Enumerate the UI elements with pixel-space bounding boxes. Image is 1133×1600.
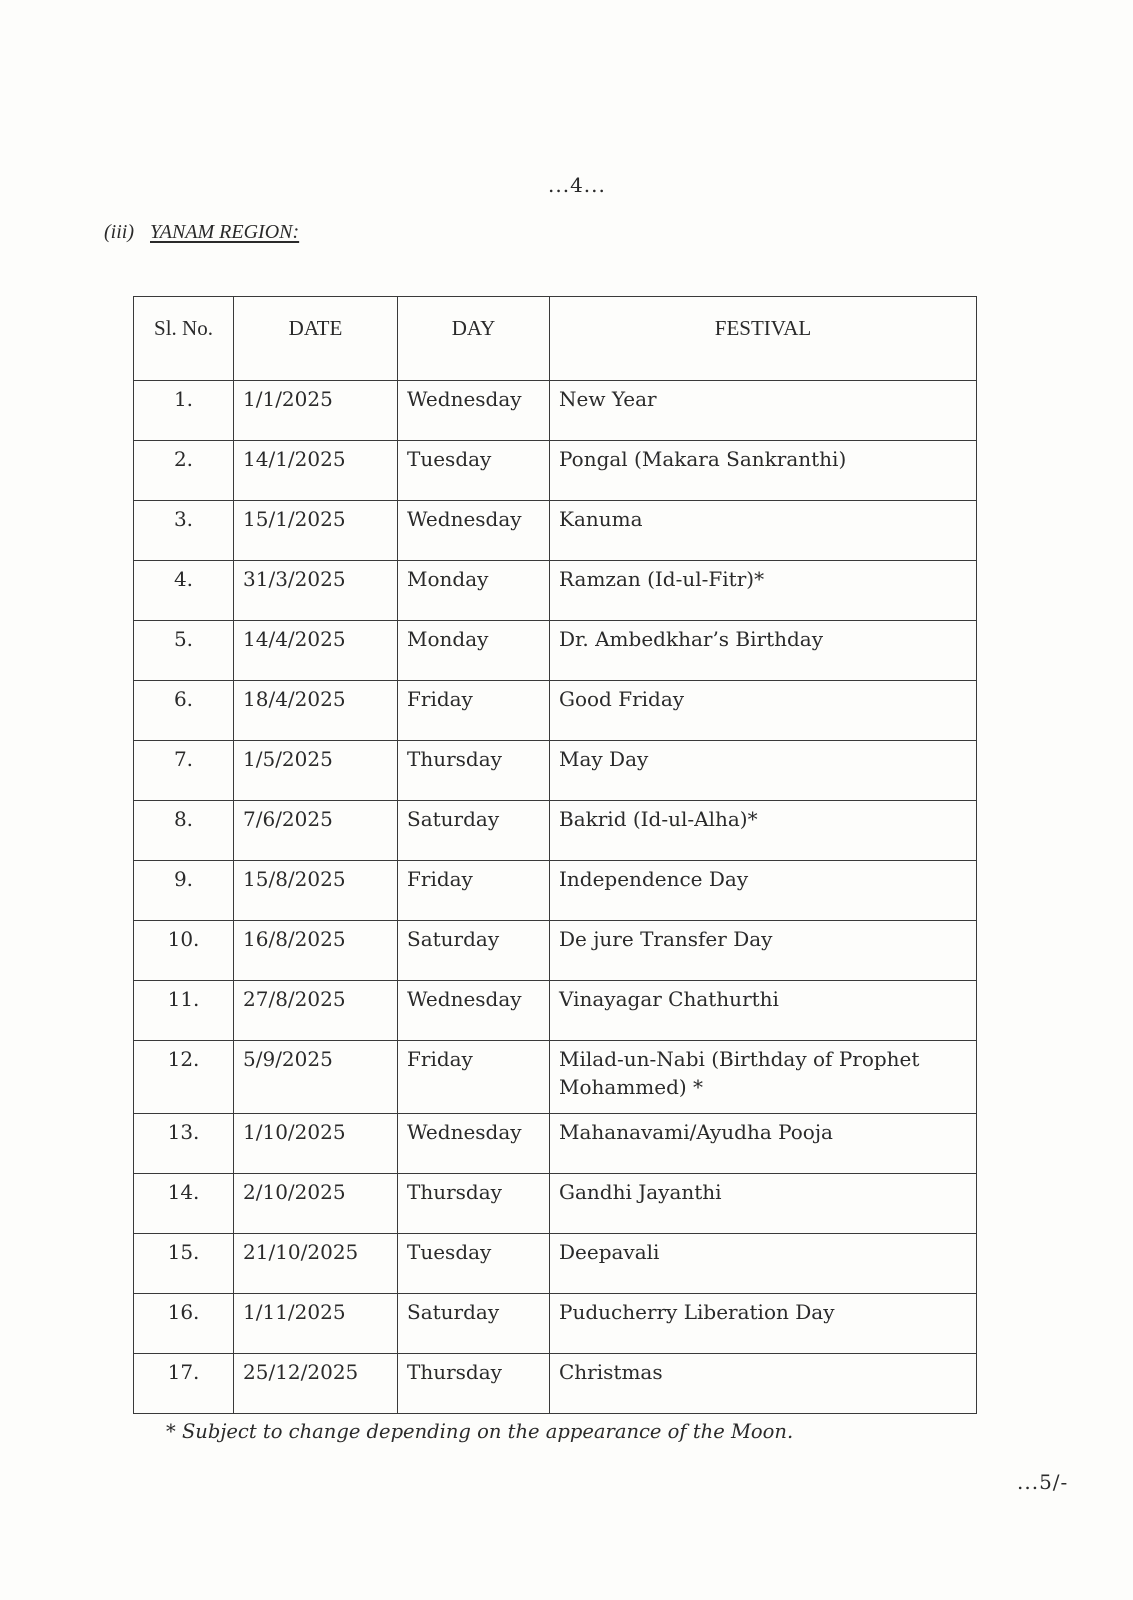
cell-festival: Vinayagar Chathurthi [550, 981, 977, 1041]
cell-sl-no: 10. [134, 921, 234, 981]
page-number-bottom: ...5/- [1017, 1470, 1069, 1494]
header-sl-no: Sl. No. [134, 297, 234, 381]
cell-day: Tuesday [398, 1234, 550, 1294]
cell-date: 15/1/2025 [234, 501, 398, 561]
cell-day: Wednesday [398, 381, 550, 441]
cell-sl-no: 17. [134, 1354, 234, 1414]
cell-festival: Deepavali [550, 1234, 977, 1294]
cell-day: Saturday [398, 1294, 550, 1354]
cell-date: 27/8/2025 [234, 981, 398, 1041]
cell-day: Thursday [398, 1174, 550, 1234]
cell-festival: Bakrid (Id-ul-Alha)* [550, 801, 977, 861]
table-row [134, 1294, 977, 1354]
cell-festival: Ramzan (Id-ul-Fitr)* [550, 561, 977, 621]
header-festival: FESTIVAL [550, 297, 977, 381]
cell-sl-no: 9. [134, 861, 234, 921]
cell-day: Wednesday [398, 1114, 550, 1174]
cell-festival: Mahanavami/Ayudha Pooja [550, 1114, 977, 1174]
table-row [134, 561, 977, 621]
header-day: DAY [398, 297, 550, 381]
cell-sl-no: 16. [134, 1294, 234, 1354]
cell-festival: Good Friday [550, 681, 977, 741]
cell-date: 31/3/2025 [234, 561, 398, 621]
cell-day: Monday [398, 561, 550, 621]
cell-date: 25/12/2025 [234, 1354, 398, 1414]
table-row [134, 861, 977, 921]
cell-festival: May Day [550, 741, 977, 801]
cell-day: Thursday [398, 1354, 550, 1414]
cell-sl-no: 7. [134, 741, 234, 801]
section-numeral: (iii) [104, 221, 134, 243]
cell-sl-no: 6. [134, 681, 234, 741]
cell-sl-no: 8. [134, 801, 234, 861]
table-row [134, 381, 977, 441]
footnote: * Subject to change depending on the appearance of the Moon. [166, 1420, 794, 1443]
cell-date: 18/4/2025 [234, 681, 398, 741]
cell-day: Friday [398, 1041, 550, 1114]
cell-festival: New Year [550, 381, 977, 441]
cell-sl-no: 5. [134, 621, 234, 681]
cell-sl-no: 14. [134, 1174, 234, 1234]
table-row [134, 501, 977, 561]
cell-day: Saturday [398, 801, 550, 861]
cell-day: Friday [398, 681, 550, 741]
section-title: YANAM REGION: [150, 221, 300, 243]
cell-sl-no: 3. [134, 501, 234, 561]
cell-date: 2/10/2025 [234, 1174, 398, 1234]
cell-date: 1/10/2025 [234, 1114, 398, 1174]
table-row [134, 1174, 977, 1234]
cell-festival: Christmas [550, 1354, 977, 1414]
cell-date: 15/8/2025 [234, 861, 398, 921]
table-row [134, 441, 977, 501]
cell-sl-no: 12. [134, 1041, 234, 1114]
cell-festival: Independence Day [550, 861, 977, 921]
cell-date: 21/10/2025 [234, 1234, 398, 1294]
cell-sl-no: 13. [134, 1114, 234, 1174]
cell-festival: Dr. Ambedkhar’s Birthday [550, 621, 977, 681]
table-row [134, 1234, 977, 1294]
cell-day: Friday [398, 861, 550, 921]
cell-festival: Milad-un-Nabi (Birthday of Prophet Mohammed) * [550, 1041, 977, 1114]
cell-festival: De jure Transfer Day [550, 921, 977, 981]
table-header-row [134, 297, 977, 381]
cell-date: 1/11/2025 [234, 1294, 398, 1354]
cell-date: 7/6/2025 [234, 801, 398, 861]
cell-festival: Pongal (Makara Sankranthi) [550, 441, 977, 501]
cell-date: 16/8/2025 [234, 921, 398, 981]
section-heading [104, 221, 299, 244]
cell-day: Thursday [398, 741, 550, 801]
table-row [134, 1354, 977, 1414]
page-number-top: ...4... [548, 173, 606, 197]
cell-sl-no: 1. [134, 381, 234, 441]
cell-festival: Kanuma [550, 501, 977, 561]
cell-day: Tuesday [398, 441, 550, 501]
table-row [134, 981, 977, 1041]
cell-day: Wednesday [398, 501, 550, 561]
cell-sl-no: 15. [134, 1234, 234, 1294]
cell-day: Monday [398, 621, 550, 681]
cell-date: 14/1/2025 [234, 441, 398, 501]
cell-day: Saturday [398, 921, 550, 981]
table-row [134, 801, 977, 861]
cell-date: 1/5/2025 [234, 741, 398, 801]
table-row [134, 921, 977, 981]
cell-day: Wednesday [398, 981, 550, 1041]
table-row [134, 1041, 977, 1114]
holiday-table [133, 296, 977, 1414]
table-row [134, 741, 977, 801]
cell-sl-no: 4. [134, 561, 234, 621]
cell-sl-no: 2. [134, 441, 234, 501]
cell-date: 5/9/2025 [234, 1041, 398, 1114]
table-row [134, 1114, 977, 1174]
cell-sl-no: 11. [134, 981, 234, 1041]
header-date: DATE [234, 297, 398, 381]
table-row [134, 681, 977, 741]
cell-date: 1/1/2025 [234, 381, 398, 441]
cell-date: 14/4/2025 [234, 621, 398, 681]
table-row [134, 621, 977, 681]
cell-festival: Gandhi Jayanthi [550, 1174, 977, 1234]
cell-festival: Puducherry Liberation Day [550, 1294, 977, 1354]
